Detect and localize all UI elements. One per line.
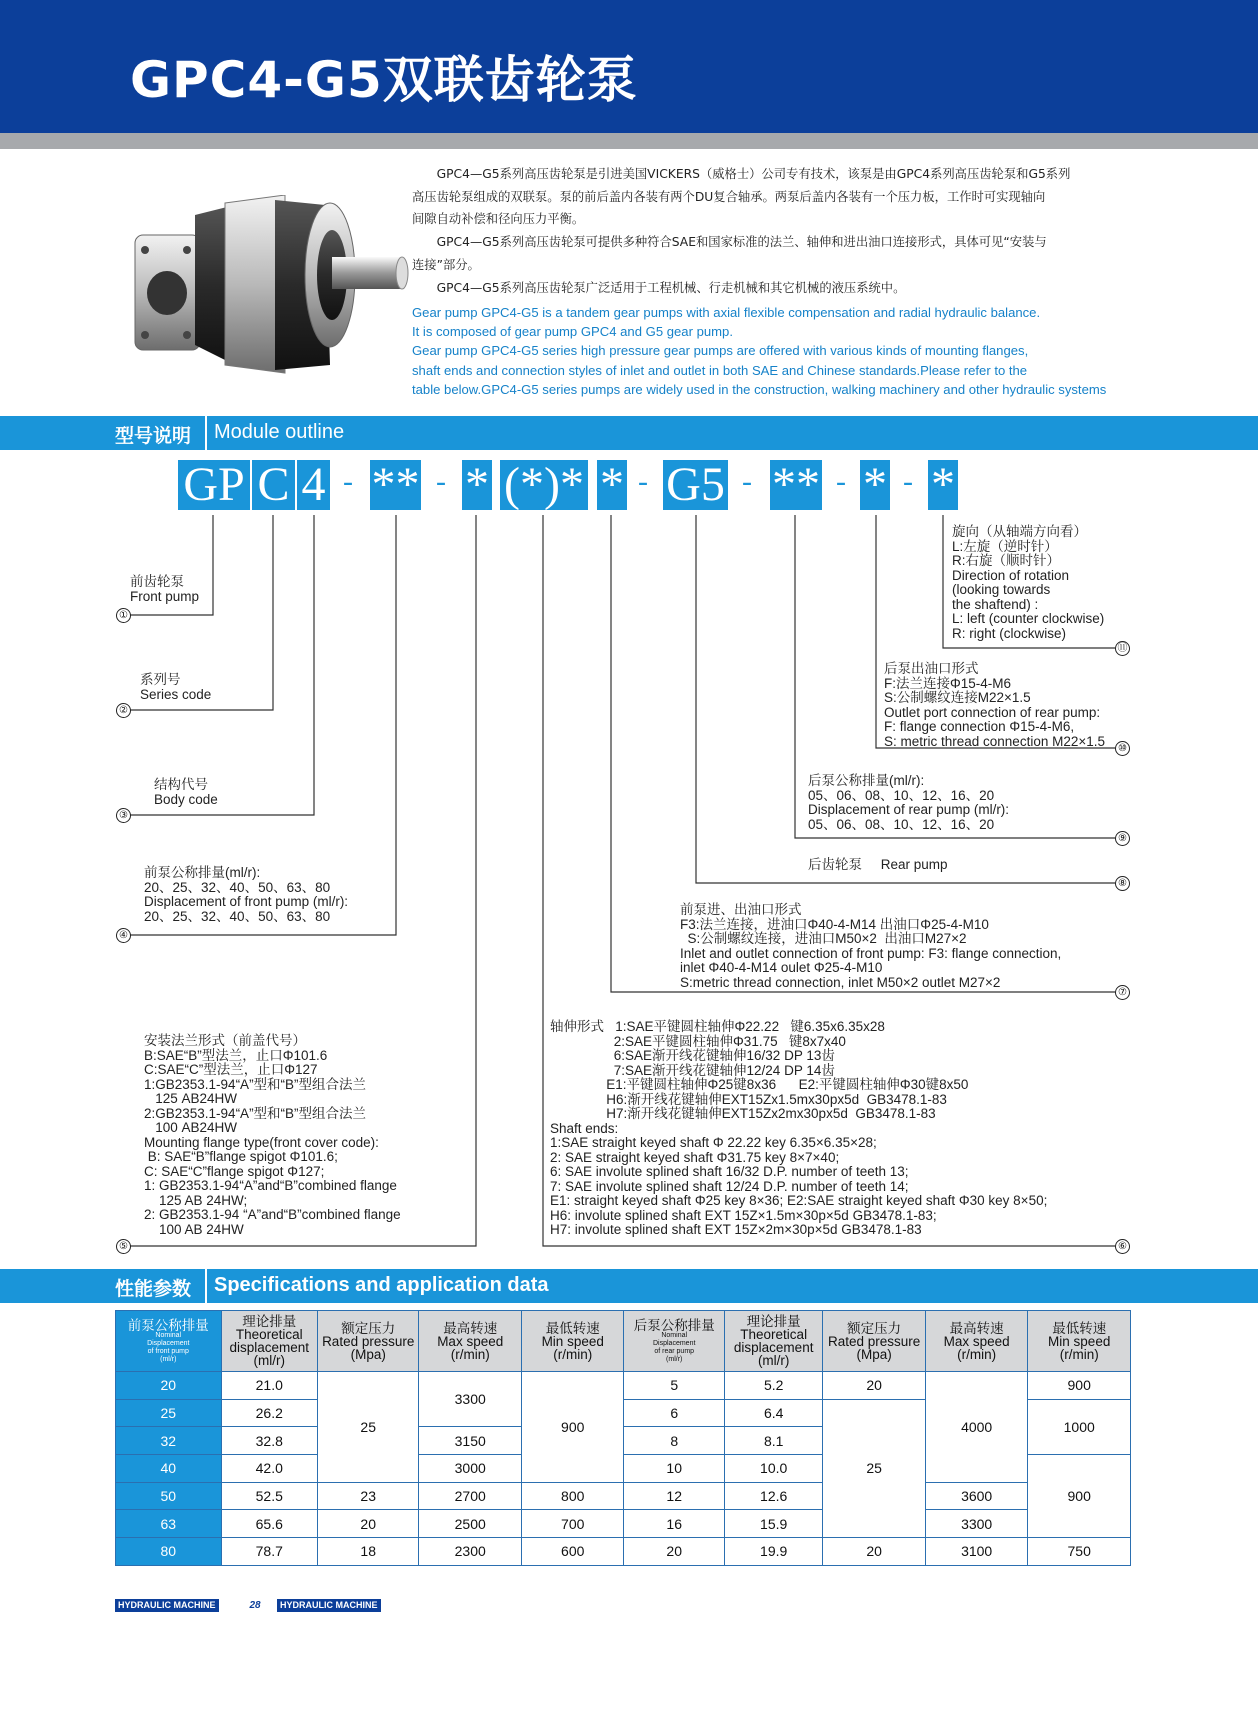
cell: 32 xyxy=(116,1427,222,1455)
cell: 2700 xyxy=(419,1482,522,1510)
cell: 20 xyxy=(317,1510,419,1538)
callout-4: ④ xyxy=(116,928,131,943)
cell: 3600 xyxy=(925,1482,1028,1510)
cell: 18 xyxy=(317,1538,419,1566)
cell: 5.2 xyxy=(724,1372,822,1400)
footer-left: HYDRAULIC MACHINE xyxy=(115,1599,219,1612)
col-header: 最低转速 Min speed (r/min) xyxy=(521,1311,624,1372)
table-row xyxy=(116,1538,1131,1566)
table-row xyxy=(116,1372,1131,1400)
intro-cn-line: 连接”部分。 xyxy=(412,257,480,272)
code-dash: - xyxy=(436,465,446,498)
cell: 20 xyxy=(624,1538,724,1566)
cell: 750 xyxy=(1028,1538,1131,1566)
cell: 5 xyxy=(624,1372,724,1400)
cell: 25 xyxy=(116,1399,222,1427)
callout-10: ⑩ xyxy=(1115,741,1130,756)
intro-cn-line: GPC4—G5系列高压齿轮泵广泛适用于工程机械、行走机械和其它机械的液压系统中。 xyxy=(412,280,906,295)
cell: 8.1 xyxy=(724,1427,822,1455)
code-dash: - xyxy=(903,465,913,498)
cell: 80 xyxy=(116,1538,222,1566)
code-dash: - xyxy=(742,465,752,498)
label-rear-displacement: 后泵公称排量(ml/r): 05、06、08、10、12、16、20 Displacement of rear pump (ml/r): 05、06、08、10、12、16、20 xyxy=(808,773,1010,832)
cell: 3000 xyxy=(419,1455,522,1483)
cell: 10 xyxy=(624,1455,724,1483)
cell: 20 xyxy=(823,1538,926,1566)
section-title-cn: 型号说明 xyxy=(115,425,192,447)
cell: 20 xyxy=(116,1372,222,1400)
intro-en-line: table below.GPC4-G5 series pumps are widely used in the construction, walking machinery and other hydraulic systems xyxy=(412,381,1107,397)
col-header: 后泵公称排量 Nominal Displacement of rear pump (ml/r) xyxy=(624,1311,724,1372)
cell: 32.8 xyxy=(221,1427,317,1455)
intro-en-line: shaft ends and connection styles of inlet and outlet in both SAE and Chinese standards.Please refer to the xyxy=(412,362,1028,378)
col-header: 理论排量 Theoretical displacement (ml/r) xyxy=(221,1311,317,1372)
section-title-en: Module outline xyxy=(214,421,345,443)
label-shaft-ends: 轴伸形式 1:SAE平键圆柱轴伸Φ22.22 键6.35x6.35x28 2:SAE平键圆柱轴伸Φ31.75 键8x7x40 6:SAE渐开线花键轴伸16/32 DP 13齿 7:SAE渐开线花键轴伸12/24 DP 14齿 E1:平键圆柱轴伸Φ25键8x36 E2:平键圆柱轴伸Φ30键8x50 H6:渐开线花键轴伸EXT15Zx1.5mx30px5d GB3478.1-83 H7:渐开线花键轴伸EXT15Zx2mx30px5d GB3478.1-83 Shaft ends: 1:SAE straight keyed shaft Φ 22.22 key 6.35×6.35×28; 2: SAE straight keyed shaft Φ31.75 key 8×7×40; 6: SAE involute splined shaft 16/32 D.P. number of teeth 13; 7: SAE involute splined shaft 12/24 D.P. number of teeth 14; E1: straight keyed shaft Φ25 key 8×36; E2:SAE straight keyed shaft Φ30 key 8×50; H6: involute splined shaft EXT 15Z×1.5m×30p×5d GB3478.1-83; H7: involute splined shaft EXT 15Z×2m×30p×5d GB3478.1-83 xyxy=(550,1019,1048,1237)
cell: 6 xyxy=(624,1399,724,1427)
cell: 4000 xyxy=(925,1372,1028,1483)
label-rotation: 旋向（从轴端方向看） L:左旋（逆时针） R:右旋（顺时针） Direction of rotation (looking towards the shaftend) : L: left (counter clockwise) R: right (clockwise) xyxy=(952,524,1105,641)
cell: 900 xyxy=(1028,1372,1131,1400)
cell: 78.7 xyxy=(221,1538,317,1566)
cell: 600 xyxy=(521,1538,624,1566)
col-header: 额定压力 Rated pressure (Mpa) xyxy=(823,1311,926,1372)
label-series-code: 系列号 Series code xyxy=(140,672,212,702)
code-box-flange: * xyxy=(462,460,492,510)
code-dash: - xyxy=(836,465,846,498)
intro-en-line: It is composed of gear pump GPC4 and G5 gear pump. xyxy=(412,324,733,340)
spec-table xyxy=(115,1310,1131,1566)
code-box-port: * xyxy=(597,460,627,510)
intro-cn-line: GPC4—G5系列高压齿轮泵是引进美国VICKERS（威格士）公司专有技术，该泵是由GPC4系列高压齿轮泵和G5系列 xyxy=(412,167,1071,181)
cell: 3300 xyxy=(925,1510,1028,1538)
label-front-ports: 前泵进、出油口形式 F3:法兰连接，进油口Φ40-4-M14 出油口Φ25-4-M10 S:公制螺纹连接，进油口M50×2 出油口M27×2 Inlet and outlet connection of front pump: F3: flange connection, inlet Φ40-4-M14 oulet Φ25-4-M10 S:metric thread connection, inlet M50×2 outlet M27×2 xyxy=(680,902,1062,990)
cell: 25 xyxy=(317,1372,419,1483)
cell: 50 xyxy=(116,1482,222,1510)
col-header: 最高转速 Max speed (r/min) xyxy=(925,1311,1028,1372)
code-box-gp: GP xyxy=(178,460,250,510)
cell: 8 xyxy=(624,1427,724,1455)
code-box-4: 4 xyxy=(297,460,330,510)
cell: 40 xyxy=(116,1455,222,1483)
cell: 21.0 xyxy=(221,1372,317,1400)
cell: 15.9 xyxy=(724,1510,822,1538)
col-header: 理论排量 Theoretical displacement (ml/r) xyxy=(724,1311,822,1372)
label-rear-outlet: 后泵出油口形式 F:法兰连接Φ15-4-M6 S:公制螺纹连接M22×1.5 Outlet port connection of rear pump: F: flange connection Φ15-4-M6, S: metric thread connection M22×1.5 xyxy=(884,661,1105,749)
cell: 900 xyxy=(521,1372,624,1483)
cell: 65.6 xyxy=(221,1510,317,1538)
cell: 900 xyxy=(1028,1455,1131,1538)
callout-8: ⑧ xyxy=(1115,876,1130,891)
cell: 3150 xyxy=(419,1427,522,1455)
table-row xyxy=(116,1482,1131,1510)
cell: 10.0 xyxy=(724,1455,822,1483)
label-body-code: 结构代号 Body code xyxy=(154,777,218,807)
code-box-displacement-rear: ** xyxy=(772,458,820,511)
cell: 16 xyxy=(624,1510,724,1538)
label-rear-pump: 后齿轮泵 Rear pump xyxy=(808,857,948,872)
callout-11: ⑪ xyxy=(1115,641,1130,656)
code-box-shaft-port: (*)* xyxy=(500,460,588,510)
label-mounting-flange: 安装法兰形式（前盖代号） B:SAE“B”型法兰，止口Φ101.6 C:SAE“C”型法兰，止口Φ127 1:GB2353.1-94“A”型和“B”型组合法兰 125 AB24HW 2:GB2353.1-94“A”型和“B”型组合法兰 100 AB24HW Mounting flange type(front cover code): B: SAE“B”flange spigot Φ101.6; C: SAE“C”flange spigot Φ127; 1: GB2353.1-94“A”and“B”combined flange 125 AB 24HW; 2: GB2353.1-94 “A”and“B”combined flange 100 AB 24HW xyxy=(144,1033,401,1237)
cell: 3100 xyxy=(925,1538,1028,1566)
section-bar-specifications xyxy=(0,1269,1258,1303)
footer-right: HYDRAULIC MACHINE xyxy=(277,1599,381,1612)
section-title-en: Specifications and application data xyxy=(214,1274,549,1296)
col-header: 前泵公称排量 Nominal Displacement of front pump (ml/r) xyxy=(116,1311,222,1372)
cell: 19.9 xyxy=(724,1538,822,1566)
cell: 6.4 xyxy=(724,1399,822,1427)
cell: 42.0 xyxy=(221,1455,317,1483)
code-dash: - xyxy=(343,465,353,498)
label-front-displacement: 前泵公称排量(ml/r): 20、25、32、40、50、63、80 Displacement of front pump (ml/r): 20、25、32、40、50、63、80 xyxy=(144,865,349,924)
cell: 23 xyxy=(317,1482,419,1510)
code-box-c: C xyxy=(252,460,295,510)
cell: 12 xyxy=(624,1482,724,1510)
label-front-pump: 前齿轮泵 Front pump xyxy=(130,574,200,604)
cell: 12.6 xyxy=(724,1482,822,1510)
cell: 2500 xyxy=(419,1510,522,1538)
callout-3: ③ xyxy=(116,808,131,823)
cell: 1000 xyxy=(1028,1399,1131,1454)
cell: 20 xyxy=(823,1372,926,1400)
cell: 26.2 xyxy=(221,1399,317,1427)
cell: 25 xyxy=(823,1399,926,1537)
col-header: 最高转速 Max speed (r/min) xyxy=(419,1311,522,1372)
callout-6: ⑥ xyxy=(1115,1239,1130,1254)
intro-cn-line: 高压齿轮泵组成的双联泵。泵的前后盖内各装有两个DU复合轴承。两泵后盖内各装有一个压力板，工作时可实现轴向 xyxy=(412,189,1046,204)
cell: 52.5 xyxy=(221,1482,317,1510)
code-box-displacement-front: ** xyxy=(371,458,420,511)
col-header: 额定压力 Rated pressure (Mpa) xyxy=(317,1311,419,1372)
code-box-g5: G5 xyxy=(663,460,728,510)
code-box-outlet-rear: * xyxy=(860,460,890,510)
intro-cn-line: GPC4—G5系列高压齿轮泵可提供多种符合SAE和国家标准的法兰、轴伸和进出油口连接形式，具体可见“安装与 xyxy=(412,235,1047,250)
cell: 700 xyxy=(521,1510,624,1538)
cell: 800 xyxy=(521,1482,624,1510)
cell: 2300 xyxy=(419,1538,522,1566)
page-title: GPC4-G5双联齿轮泵 xyxy=(130,51,638,109)
section-title-cn: 性能参数 xyxy=(115,1278,192,1300)
callout-2: ② xyxy=(116,703,131,718)
callout-7: ⑦ xyxy=(1115,985,1130,1000)
table-header-row xyxy=(116,1311,1131,1372)
code-dash: - xyxy=(638,465,648,498)
callout-5: ⑤ xyxy=(116,1239,131,1254)
intro-en-line: Gear pump GPC4-G5 series high pressure gear pumps are offered with various kinds of mounting flanges, xyxy=(412,343,1029,359)
callout-1: ① xyxy=(116,608,131,623)
col-header: 最低转速 Min speed (r/min) xyxy=(1028,1311,1131,1372)
intro-en-line: Gear pump GPC4-G5 is a tandem gear pumps with axial flexible compensation and radial hydraulic balance. xyxy=(412,305,1041,320)
page-number: 28 xyxy=(249,1600,261,1611)
table-row xyxy=(116,1510,1131,1538)
cell: 63 xyxy=(116,1510,222,1538)
code-box-rotation: * xyxy=(928,460,958,510)
callout-9: ⑨ xyxy=(1115,831,1130,846)
cell: 3300 xyxy=(419,1372,522,1427)
intro-cn-line: 间隙自动补偿和径向压力平衡。 xyxy=(412,212,585,227)
